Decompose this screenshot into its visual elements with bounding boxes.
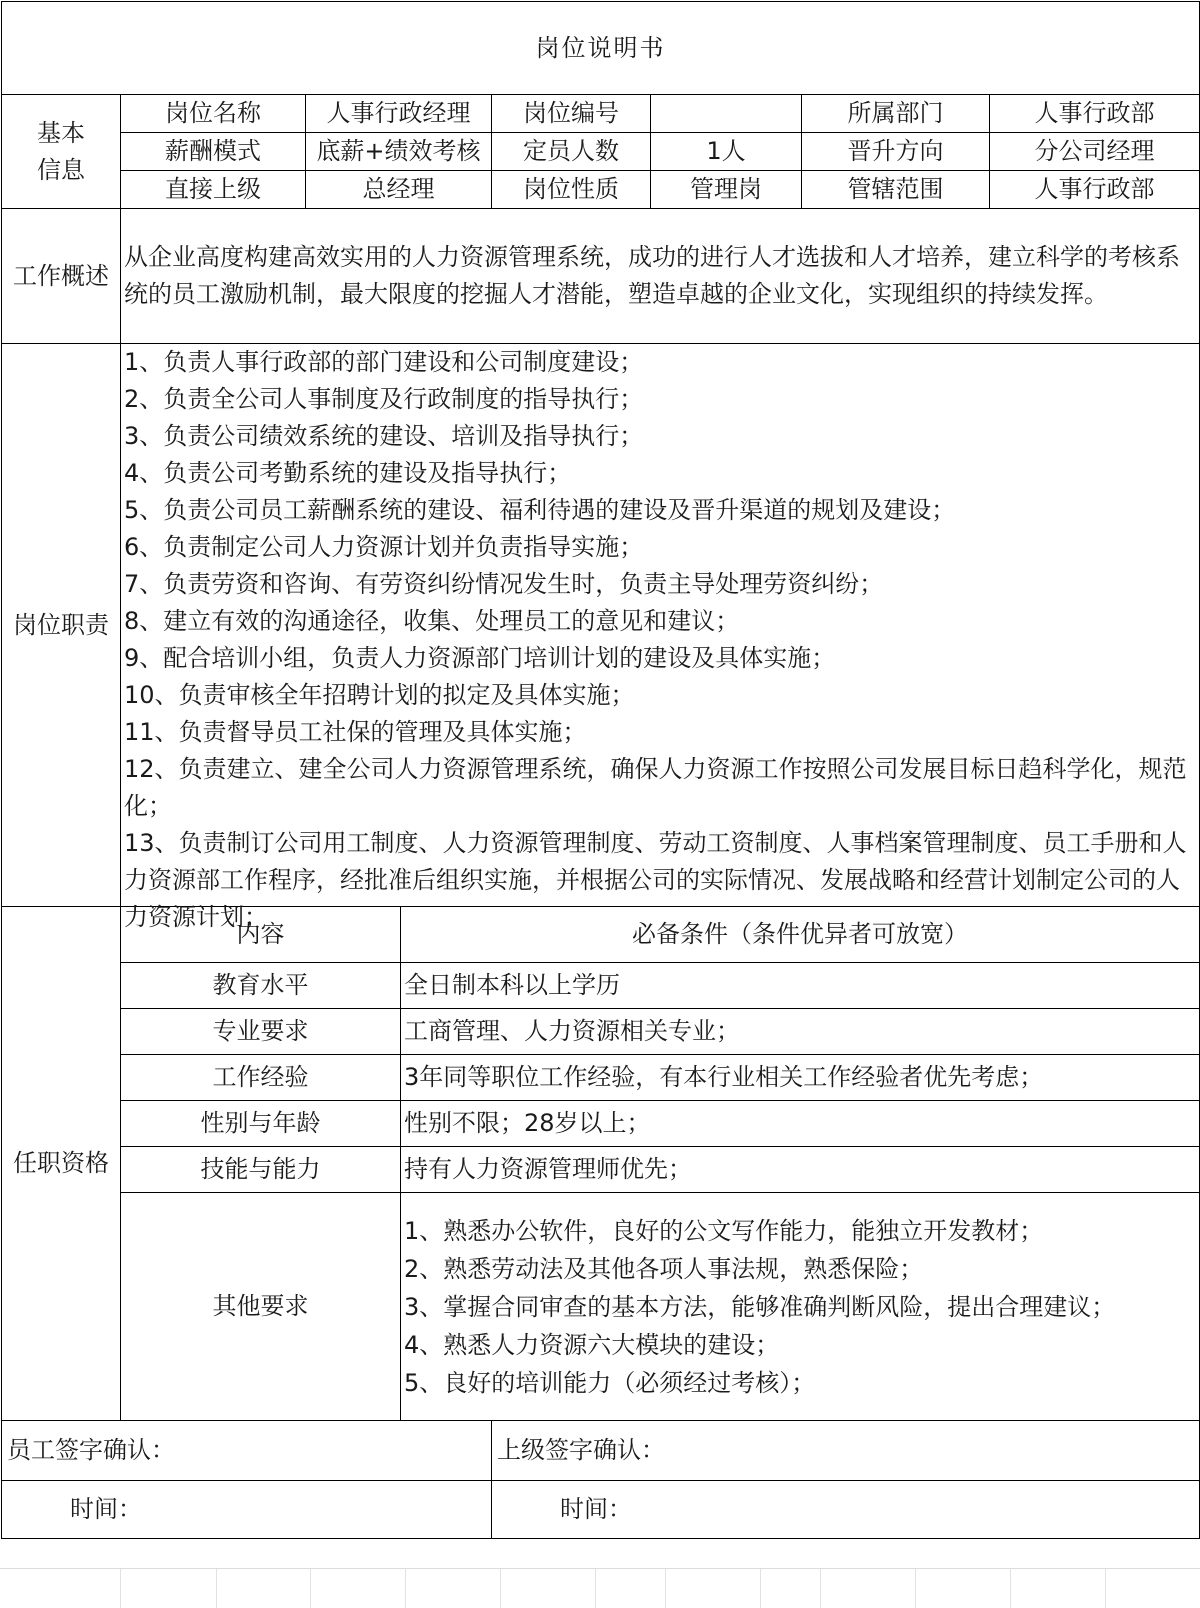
qual-name-skills: 技能与能力 — [121, 1147, 401, 1193]
grid-line — [405, 1569, 406, 1608]
qual-name-other: 其他要求 — [121, 1193, 401, 1421]
grid-line — [216, 1569, 217, 1608]
qual-value-gender-age[interactable]: 性别不限；28岁以上； — [401, 1101, 1200, 1147]
other-requirement-item: 4、熟悉人力资源六大模块的建设； — [404, 1330, 780, 1359]
qual-name-major: 专业要求 — [121, 1009, 401, 1055]
cell-label-department: 所属部门 — [802, 95, 990, 133]
qual-value-experience[interactable]: 3年同等职位工作经验，有本行业相关工作经验者优先考虑； — [401, 1055, 1200, 1101]
duty-item: 12、负责建立、建全公司人力资源管理系统，确保人力资源工作按照公司发展目标日趋科学化，规范化； — [124, 755, 1187, 820]
supervisor-signature[interactable]: 上级签字确认： — [492, 1421, 1200, 1481]
qual-value-major[interactable]: 工商管理、人力资源相关专业； — [401, 1009, 1200, 1055]
overview-text[interactable]: 从企业高度构建高效实用的人力资源管理系统，成功的进行人才选拔和人才培养，建立科学的考核系统的员工激励机制，最大限度的挖掘人才潜能，塑造卓越的企业文化，实现组织的持续发挥。 — [121, 209, 1200, 344]
grid-line — [915, 1569, 916, 1608]
cell-value-scope[interactable]: 人事行政部 — [990, 171, 1200, 209]
grid-line — [310, 1569, 311, 1608]
duty-item: 10、负责审核全年招聘计划的拟定及具体实施； — [124, 681, 635, 709]
qual-header-content: 内容 — [121, 907, 401, 963]
overview-label: 工作概述 — [2, 209, 121, 344]
duty-item: 4、负责公司考勤系统的建设及指导执行； — [124, 459, 572, 487]
grid-line — [500, 1569, 501, 1608]
cell-value-pay-mode[interactable]: 底薪+绩效考核 — [306, 133, 492, 171]
basic-info-label: 基本 信息 — [2, 95, 121, 209]
other-requirement-item: 5、良好的培训能力（必须经过考核）； — [404, 1368, 816, 1397]
spreadsheet-grid — [0, 1568, 1200, 1608]
grid-line — [1010, 1569, 1011, 1608]
qualifications-label: 任职资格 — [2, 907, 121, 1421]
other-requirements-list — [404, 1212, 1199, 1402]
qual-value-skills[interactable]: 持有人力资源管理师优先； — [401, 1147, 1200, 1193]
cell-label-headcount: 定员人数 — [492, 133, 651, 171]
qual-value-other[interactable] — [401, 1193, 1200, 1421]
qual-name-education: 教育水平 — [121, 963, 401, 1009]
cell-label-pay-mode: 薪酬模式 — [121, 133, 306, 171]
cell-value-position-code[interactable] — [651, 95, 802, 133]
duties-list — [121, 344, 1199, 931]
employee-sign-time[interactable]: 时间： — [2, 1481, 492, 1539]
duty-item: 3、负责公司绩效系统的建设、培训及指导执行； — [124, 422, 644, 450]
duty-item: 13、负责制订公司用工制度、人力资源管理制度、劳动工资制度、人事档案管理制度、员工手册和人力资源部工作程序，经批准后组织实施，并根据公司的实际情况、发展战略和经营计划制定公司的人力资源计划； — [124, 829, 1187, 931]
duty-item: 8、建立有效的沟通途径，收集、处理员工的意见和建议； — [124, 607, 740, 635]
qual-name-gender-age: 性别与年龄 — [121, 1101, 401, 1147]
cell-value-position-name[interactable]: 人事行政经理 — [306, 95, 492, 133]
cell-value-promotion[interactable]: 分公司经理 — [990, 133, 1200, 171]
cell-label-position-name: 岗位名称 — [121, 95, 306, 133]
duty-item: 9、配合培训小组，负责人力资源部门培训计划的建设及具体实施； — [124, 644, 836, 672]
qual-header-requirement: 必备条件（条件优异者可放宽） — [401, 907, 1200, 963]
other-requirement-item: 2、熟悉劳动法及其他各项人事法规，熟悉保险； — [404, 1254, 924, 1283]
grid-line — [820, 1569, 821, 1608]
other-requirement-item: 3、掌握合同审查的基本方法，能够准确判断风险，提出合理建议； — [404, 1292, 1116, 1321]
cell-label-supervisor: 直接上级 — [121, 171, 306, 209]
grid-line — [595, 1569, 596, 1608]
grid-line — [1105, 1569, 1106, 1608]
duty-item: 6、负责制定公司人力资源计划并负责指导实施； — [124, 533, 644, 561]
page-title: 岗位说明书 — [2, 2, 1200, 95]
cell-label-promotion: 晋升方向 — [802, 133, 990, 171]
duty-item: 7、负责劳资和咨询、有劳资纠纷情况发生时，负责主导处理劳资纠纷； — [124, 570, 884, 598]
duty-item: 1、负责人事行政部的部门建设和公司制度建设； — [124, 348, 644, 376]
cell-label-scope: 管辖范围 — [802, 171, 990, 209]
duties-label: 岗位职责 — [2, 344, 121, 907]
grid-line — [760, 1569, 761, 1608]
supervisor-sign-time[interactable]: 时间： — [492, 1481, 1200, 1539]
cell-value-position-type[interactable]: 管理岗 — [651, 171, 802, 209]
cell-value-headcount[interactable]: 1人 — [651, 133, 802, 171]
cell-label-position-type: 岗位性质 — [492, 171, 651, 209]
employee-signature[interactable]: 员工签字确认： — [2, 1421, 492, 1481]
qual-name-experience: 工作经验 — [121, 1055, 401, 1101]
duties-cell[interactable] — [121, 344, 1200, 931]
grid-line — [120, 1569, 121, 1608]
cell-value-department[interactable]: 人事行政部 — [990, 95, 1200, 133]
cell-value-supervisor[interactable]: 总经理 — [306, 171, 492, 209]
qual-value-education[interactable]: 全日制本科以上学历 — [401, 963, 1200, 1009]
duty-item: 2、负责全公司人事制度及行政制度的指导执行； — [124, 385, 644, 413]
duty-item: 11、负责督导员工社保的管理及具体实施； — [124, 718, 587, 746]
cell-label-position-code: 岗位编号 — [492, 95, 651, 133]
grid-line — [665, 1569, 666, 1608]
other-requirement-item: 1、熟悉办公软件，良好的公文写作能力，能独立开发教材； — [404, 1216, 1044, 1245]
duty-item: 5、负责公司员工薪酬系统的建设、福利待遇的建设及晋升渠道的规划及建设； — [124, 496, 956, 524]
job-description-form — [1, 1, 1200, 1539]
